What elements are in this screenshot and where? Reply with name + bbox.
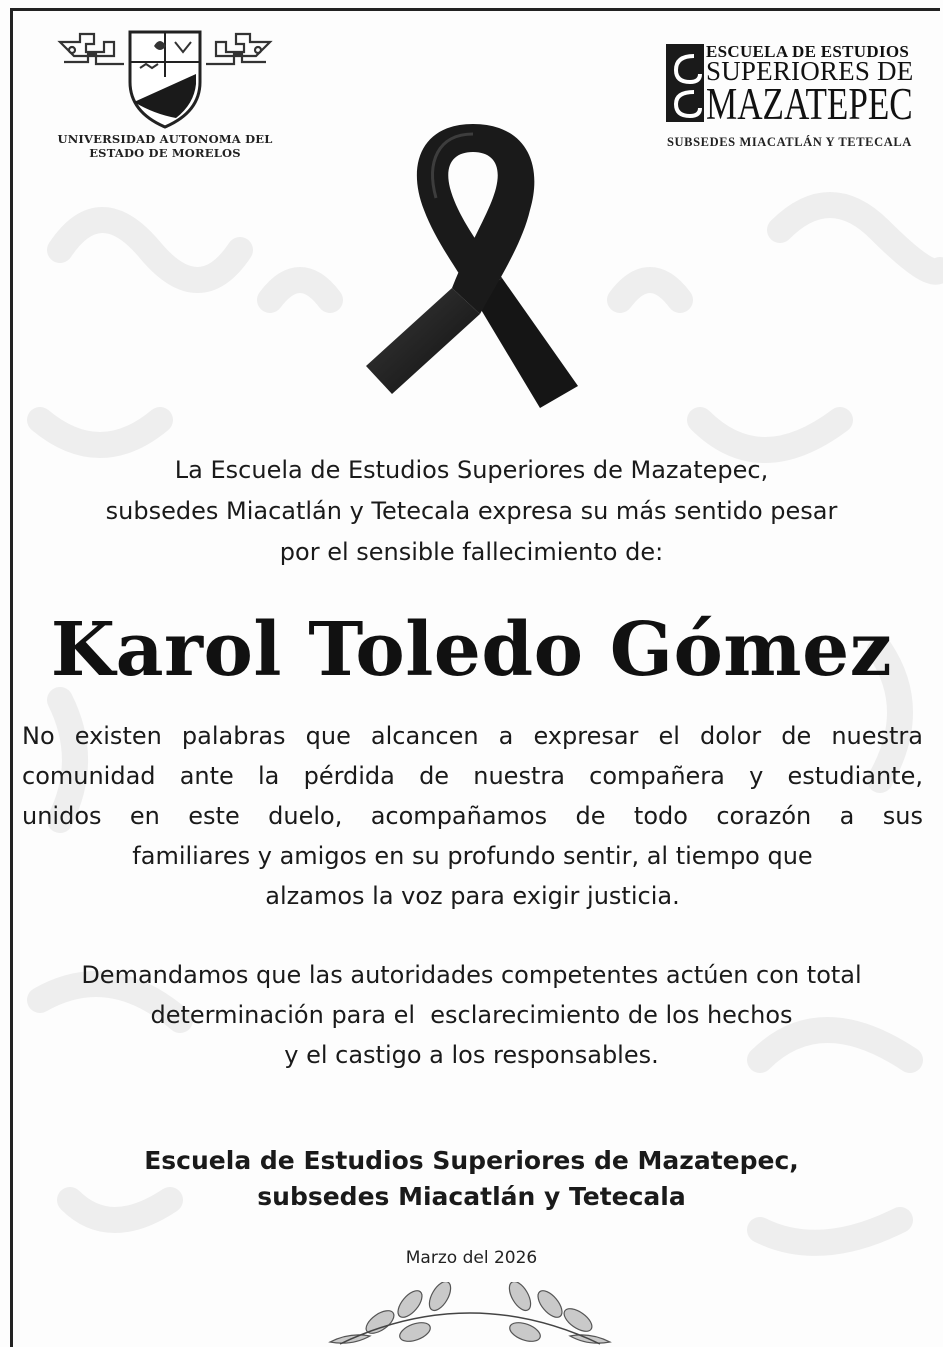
intro-line1: La Escuela de Estudios Superiores de Mazatepec, <box>174 456 769 484</box>
paragraph1-line4: familiares y amigos en su profundo sentir, al tiempo que <box>132 842 813 870</box>
condolence-paragraph <box>22 716 923 916</box>
signature-line1: Escuela de Estudios Superiores de Mazatepec, <box>144 1146 799 1175</box>
signature-line2: subsedes Miacatlán y Tetecala <box>257 1182 686 1211</box>
uaem-caption-line1: UNIVERSIDAD AUTONOMA DEL <box>57 132 273 146</box>
justice-demand-paragraph <box>14 955 929 1075</box>
notice-date: Marzo del 2026 <box>405 1248 538 1268</box>
deceased-name: Karol Toledo Gómez <box>50 607 893 693</box>
intro-line3: por el sensible fallecimiento de: <box>279 538 664 566</box>
mourning-ribbon-icon <box>362 118 584 410</box>
laurel-branch-icon <box>320 1282 620 1347</box>
paragraph1-line5: alzamos la voz para exigir justicia. <box>265 882 680 910</box>
mazatepec-logo <box>664 40 934 155</box>
paragraph2-line3: y el castigo a los responsables. <box>284 1041 659 1069</box>
uaem-logo <box>40 22 290 172</box>
intro-text <box>20 450 923 573</box>
uaem-shield-logo-icon <box>50 22 280 132</box>
paragraph2-line1: Demandamos que las autoridades competentes actúen con total <box>81 961 862 989</box>
mazatepec-logo-subtitle: SUBSEDES MIACATLÁN Y TETECALA <box>667 135 912 149</box>
paragraph1-line2: comunidad ante la pérdida de nuestra compañera y estudiante, <box>22 762 923 790</box>
mazatepec-logo-mark-icon <box>666 44 704 122</box>
paragraph1-line3: unidos en este duelo, acompañamos de todo corazón a sus <box>22 802 923 830</box>
paragraph1-line1: No existen palabras que alcancen a expresar el dolor de nuestra <box>22 722 923 750</box>
uaem-caption-line2: ESTADO DE MORELOS <box>89 146 241 160</box>
signature-block <box>0 1143 943 1215</box>
mazatepec-logo-line2: SUPERIORES DE <box>706 56 914 86</box>
mazatepec-logo-line3: MAZATEPEC <box>706 79 913 129</box>
intro-line2: subsedes Miacatlán y Tetecala expresa su más sentido pesar <box>105 497 838 525</box>
paragraph2-line2: determinación para el esclarecimiento de los hechos <box>150 1001 793 1029</box>
mazatepec-logo-line1: ESCUELA DE ESTUDIOS <box>706 42 910 61</box>
